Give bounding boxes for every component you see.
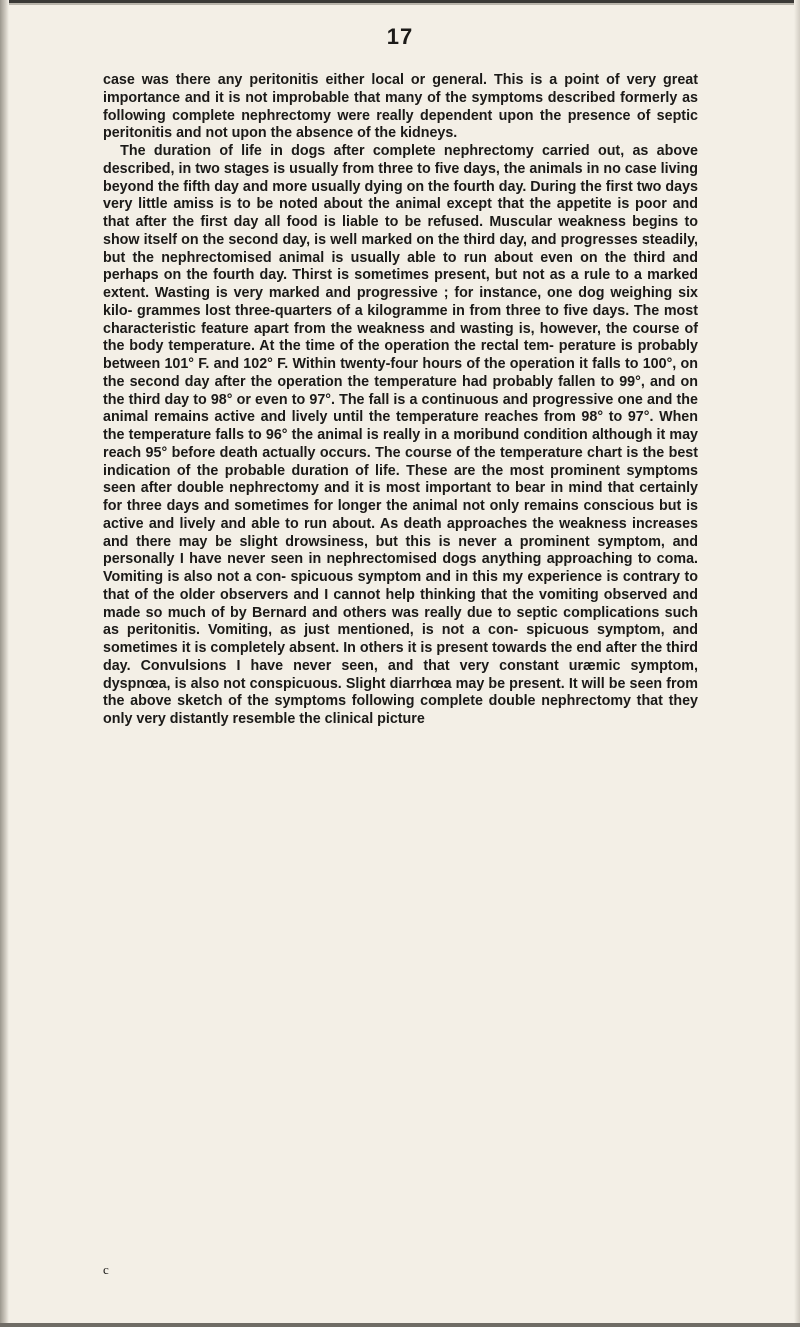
page-right-edge <box>794 0 800 1327</box>
body-text <box>103 72 698 729</box>
page-top-edge-shadow <box>0 3 800 5</box>
page-bottom-edge <box>0 1323 800 1327</box>
page-binding-edge <box>0 0 9 1327</box>
signature-mark: c <box>103 1262 110 1277</box>
page-number: 17 <box>386 24 414 49</box>
paragraph-continued: case was there any peritonitis either local or general. This is a point of very great importance and it is not improbable that many of the symptoms described formerly as following complete nephrectomy were really dependent upon the presence of septic peritonitis and not upon the absence of the kidneys. <box>103 72 698 142</box>
paragraph-duration-of-life: The duration of life in dogs after complete nephrectomy carried out, as above described, in two stages is usually from three to five days, the animals in no case living beyond the fifth day and more usually dying on the fourth day. During the first two days very little amiss is to be noted about the animal except that the appetite is poor and that after the first day all food is liable to be refused. Muscular weakness begins to show itself on the second day, is well marked on the third day, and progresses steadily, but the nephrectomised animal is usually able to run about even on the third and perhaps on the fourth day. Thirst is sometimes present, but not as a rule to a marked extent. Wasting is very marked and progressive ; for instance, one dog weighing six kilo- grammes lost three-quarters of a kilogramme in from three to five days. The most characteristic feature apart from the weakness and wasting is, however, the course of the body temperature. At the time of the operation the rectal tem- perature is probably between 101° F. and 102° F. Within twenty-four hours of the operation it falls to 100°, on the second day after the operation the temperature had probably fallen to 99°, and on the third day to 98° or even to 97°. The fall is a continuous and progressive one and the animal remains active and lively until the temperature reaches from 98° to 97°. When the temperature falls to 96° the animal is really in a moribund condition although it may reach 95° before death actually occurs. The course of the temperature chart is the best indication of the probable duration of life. These are the most prominent symptoms seen after double nephrectomy and it is most important to bear in mind that certainly for three days and sometimes for longer the animal not only remains conscious but is active and lively and able to run about. As death approaches the weakness increases and there may be slight drowsiness, but this is never a prominent symptom, and personally I have never seen in nephrectomised dogs anything approaching to coma. Vomiting is also not a con- spicuous symptom and in this my experience is contrary to that of the older observers and I cannot help thinking that the vomiting observed and made so much of by Bernard and others was really due to septic complications such as peritonitis. Vomiting, as just mentioned, is not a con- spicuous symptom, and sometimes it is completely absent. In others it is present towards the end after the third day. Convulsions I have never seen, and that very constant uræmic symptom, dyspnœa, is also not conspicuous. Slight diarrhœa may be present. It will be seen from the above sketch of the symptoms following complete double nephrectomy that they only very distantly resemble the clinical picture <box>103 143 698 727</box>
